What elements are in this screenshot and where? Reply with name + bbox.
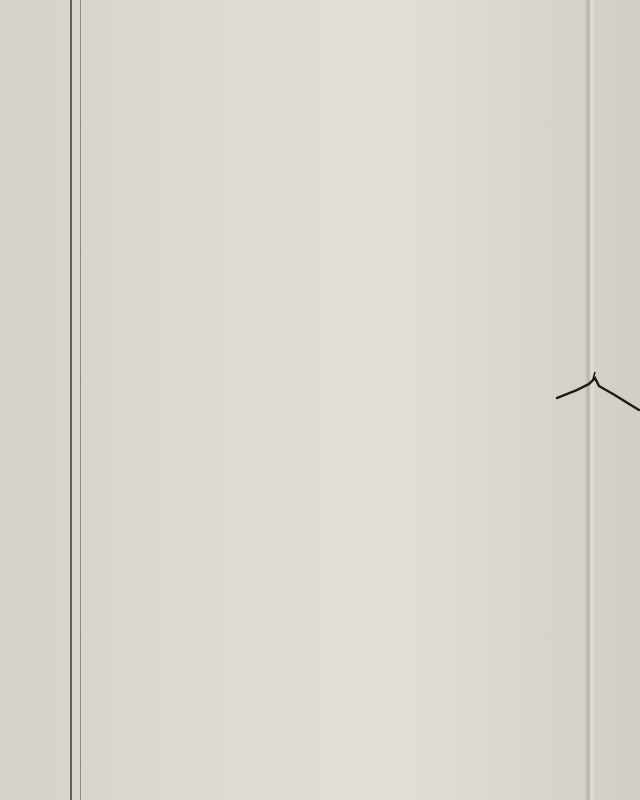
article-headline (82, 8, 532, 34)
left-column-fragment (0, 0, 68, 800)
article (82, 6, 532, 800)
column-rule-inner (80, 0, 81, 800)
column-rule (70, 0, 72, 800)
article-dateline (82, 34, 532, 52)
paper-tear-mark (555, 370, 640, 415)
